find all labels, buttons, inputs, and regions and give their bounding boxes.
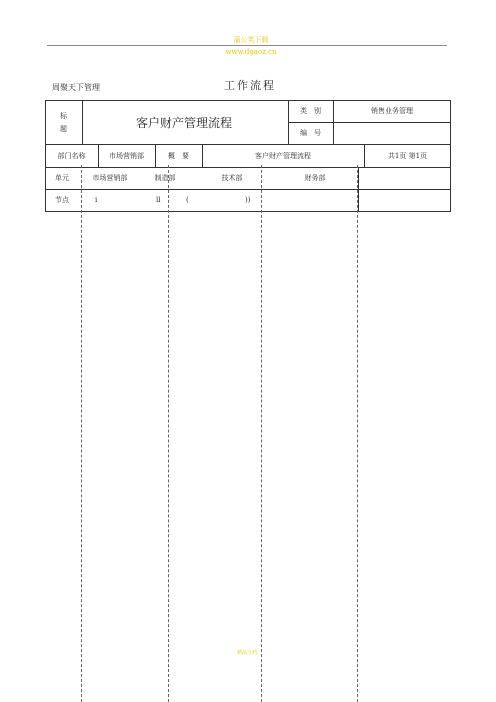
row-divider xyxy=(45,189,451,190)
row-divider xyxy=(45,144,451,145)
title-label-top: 标 xyxy=(60,112,67,120)
header-link[interactable]: 蒲公英下载 www.dgaoz.cn xyxy=(225,36,277,56)
category-label: 类 别 xyxy=(300,107,321,115)
col-divider xyxy=(358,167,359,212)
unit-marketing: 市场营销部 xyxy=(92,174,128,182)
unit-finance: 财务部 xyxy=(304,174,326,182)
summary-value: 客户财产管理流程 xyxy=(255,152,311,160)
row-divider xyxy=(45,167,451,168)
swimlane-divider xyxy=(81,165,82,702)
swimlane-divider xyxy=(357,165,358,702)
header-rule xyxy=(47,45,447,46)
node-mark: i xyxy=(95,196,98,204)
dept-label: 部门名称 xyxy=(57,152,86,160)
unit-label: 单元 xyxy=(55,174,69,182)
node-mark: )) xyxy=(245,196,251,204)
company-name: 周聚天下管理 xyxy=(52,83,100,92)
swimlane-divider xyxy=(168,165,169,702)
page-count: 共1页 第1页 xyxy=(387,152,428,160)
unit-manufacturing: 制造部 xyxy=(154,174,176,182)
footer-link[interactable]: 精品文档 xyxy=(236,650,257,656)
swimlane-divider xyxy=(261,165,262,702)
dept-value: 市场营销部 xyxy=(109,152,144,160)
node-label: 节点 xyxy=(55,196,69,204)
title-label-bottom: 题 xyxy=(60,125,67,133)
category-value: 销售业务管理 xyxy=(371,107,413,115)
document-heading: 工作流程 xyxy=(224,79,276,92)
unit-technical: 技术部 xyxy=(221,174,243,182)
form-title: 客户财产管理流程 xyxy=(135,116,232,130)
node-mark: ll xyxy=(156,196,161,204)
number-label: 编 号 xyxy=(300,129,321,137)
row-divider xyxy=(288,122,451,123)
summary-label: 概 要 xyxy=(168,152,189,160)
node-mark: ( xyxy=(186,196,189,204)
